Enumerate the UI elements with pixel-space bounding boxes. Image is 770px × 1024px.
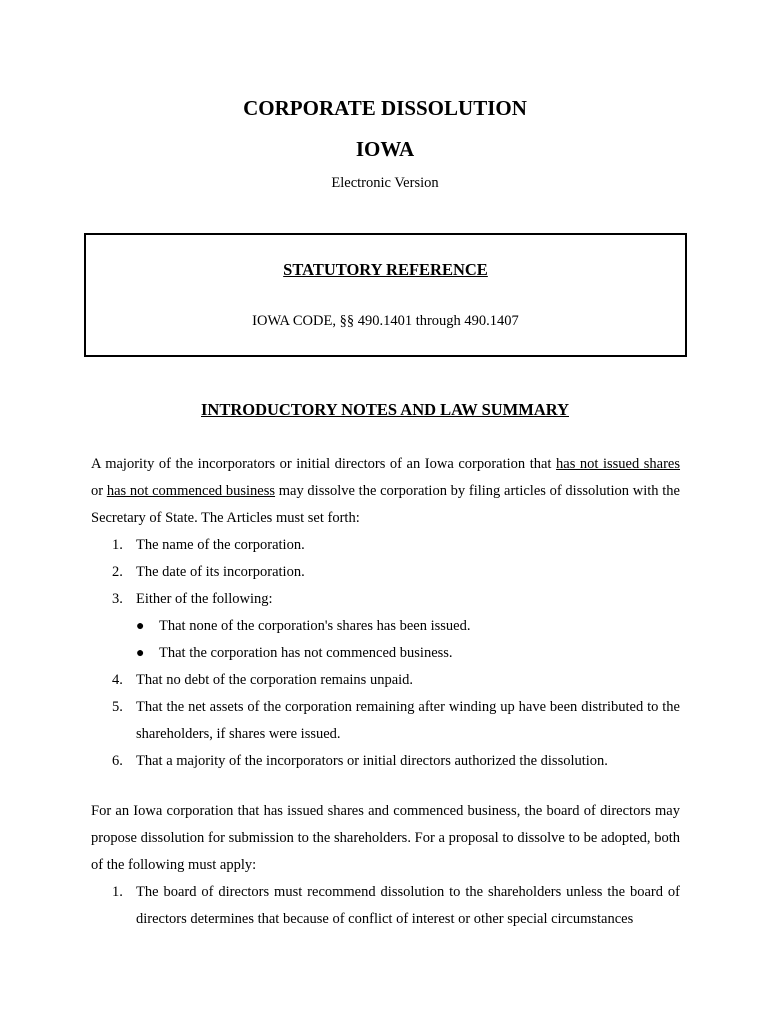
- bullet-icon: ●: [136, 619, 145, 634]
- para1-underline-not-issued-shares: has not issued shares: [556, 456, 681, 472]
- statutory-code: IOWA CODE, §§ 490.1401 through 490.1407: [252, 313, 519, 329]
- list-item-text: The board of directors must recommend dissolution to the shareholders unless the board of directors determines that because of conflict of interest or other special circumstances: [136, 884, 680, 927]
- list-item: [91, 748, 680, 775]
- intro-paragraph-2: For an Iowa corporation that has issued shares and commenced business, the board of directors may propose dissolution for submission to the shareholders. For a proposal to dissolve to be adopted, both of the following must apply:: [91, 803, 680, 873]
- adoption-requirements-list: [91, 879, 680, 933]
- shareholder-dissolution-section: [91, 798, 680, 933]
- articles-requirements-list: [91, 532, 680, 775]
- list-item-text: Either of the following:: [136, 591, 273, 607]
- list-item-number: 2.: [112, 564, 123, 580]
- list-item: [91, 559, 680, 586]
- para1-part3: may dissolve the corporation by filing articles of dissolution with the Secretary of State. The Articles must set forth:: [91, 483, 680, 526]
- list-item-number: 1.: [112, 537, 123, 553]
- bullet-text: That none of the corporation's shares has been issued.: [159, 618, 471, 634]
- document-title: CORPORATE DISSOLUTION: [243, 96, 527, 120]
- statutory-reference-box: [84, 233, 687, 357]
- list-item-text: The date of its incorporation.: [136, 564, 305, 580]
- list-item-number: 5.: [112, 699, 123, 715]
- state-title: IOWA: [355, 137, 415, 161]
- intro-heading: INTRODUCTORY NOTES AND LAW SUMMARY: [201, 400, 569, 419]
- bullet-item: [136, 613, 680, 640]
- intro-paragraph-1: [91, 451, 680, 532]
- list-item: [91, 586, 680, 667]
- bullet-icon: ●: [136, 646, 145, 661]
- list-item-text: That no debt of the corporation remains unpaid.: [136, 672, 414, 688]
- list-item-number: 6.: [112, 753, 123, 769]
- statutory-reference-heading: STATUTORY REFERENCE: [283, 260, 488, 279]
- list-item-text: That a majority of the incorporators or initial directors authorized the dissolution.: [136, 753, 608, 769]
- list-item-text: The name of the corporation.: [136, 537, 305, 553]
- version-label: Electronic Version: [331, 175, 439, 191]
- para1-underline-not-commenced: has not commenced business: [106, 483, 276, 499]
- intro-section: [91, 451, 680, 775]
- list-item: [91, 532, 680, 559]
- para1-part1: A majority of the incorporators or initial directors of an Iowa corporation that: [91, 456, 557, 472]
- list-item: [91, 667, 680, 694]
- list-item-text: That the net assets of the corporation remaining after winding up have been distributed to the shareholders, if shares were issued.: [136, 699, 680, 742]
- either-of-following-bullets: [136, 613, 680, 667]
- para1-part2: or: [91, 483, 107, 499]
- list-item-number: 3.: [112, 591, 123, 607]
- bullet-text: That the corporation has not commenced business.: [159, 645, 453, 661]
- list-item: [91, 694, 680, 748]
- list-item: [91, 879, 680, 933]
- list-item-number: 4.: [112, 672, 123, 688]
- list-item-number: 1.: [112, 884, 123, 900]
- bullet-item: [136, 640, 680, 667]
